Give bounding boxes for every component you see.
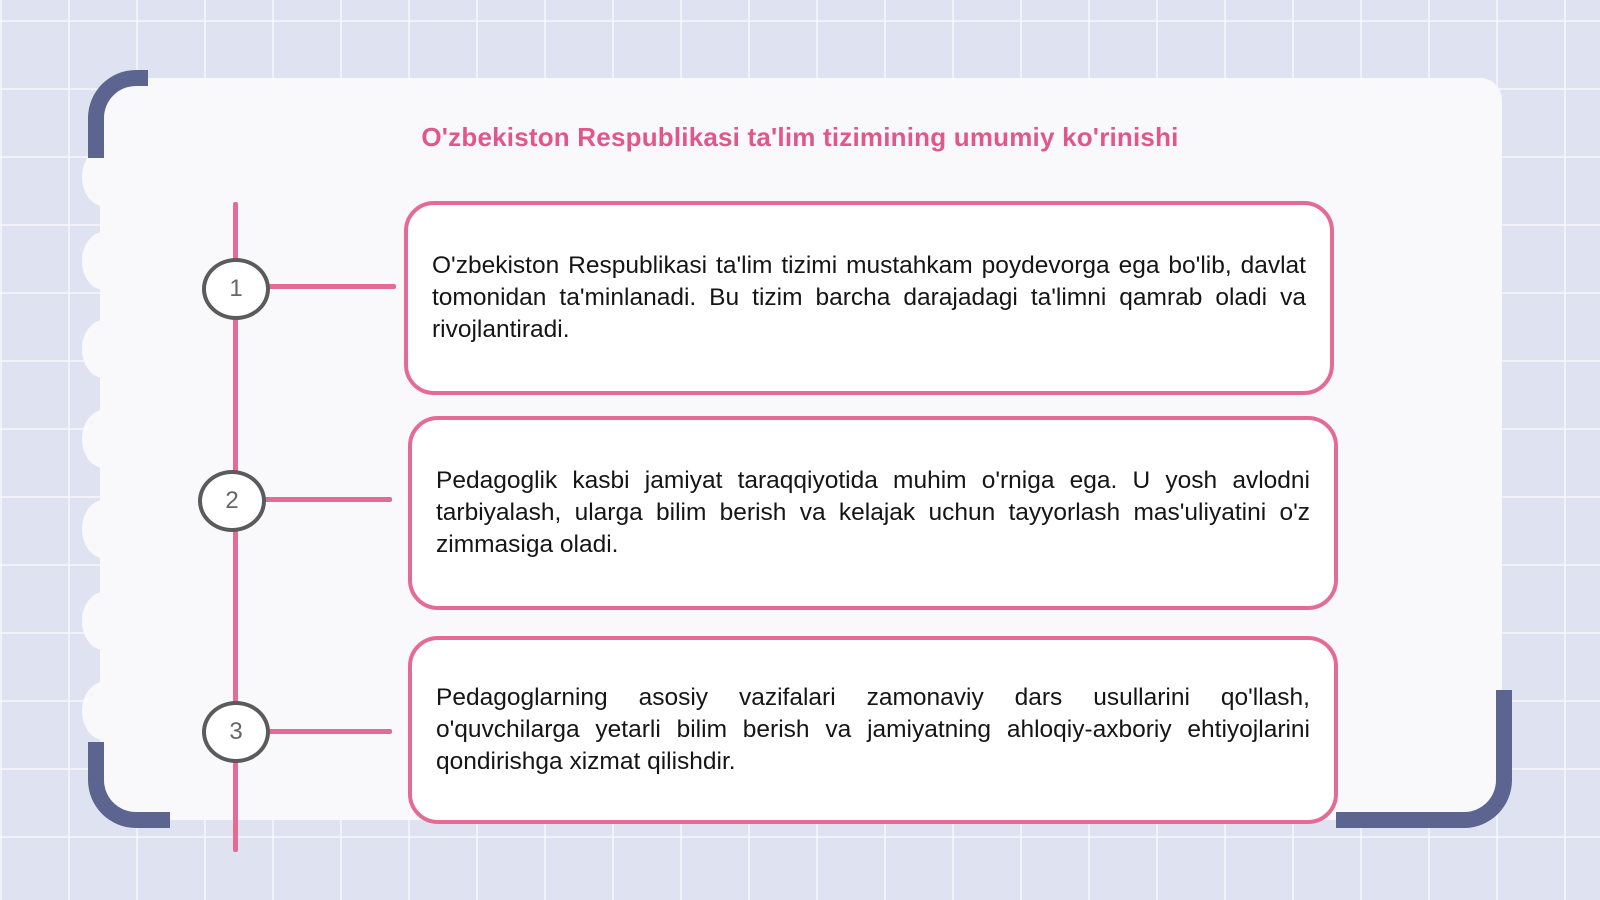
timeline-connector — [266, 729, 392, 734]
timeline-connector — [266, 284, 396, 289]
step-number-3: 3 — [202, 701, 270, 763]
paper-scallop — [82, 682, 126, 740]
timeline-card-3 — [408, 636, 1338, 824]
paper-scallop — [82, 410, 126, 468]
timeline-connector — [262, 497, 392, 502]
frame-corner-top-left — [88, 70, 148, 158]
timeline-card-text: Pedagoglarning asosiy vazifalari zamonaviy dars usullarini qo'llash, o'quvchilarga yetarli bilim berish va jamiyatning ahloqiy-axboriy ehtiyojlarini qondirishga xizmat qilishdir. — [436, 684, 1310, 775]
timeline-card-2 — [408, 416, 1338, 610]
timeline-card-text: O'zbekiston Respublikasi ta'lim tizimi mustahkam poydevorga ega bo'lib, davlat tomonidan ta'minlanadi. Bu tizim barcha darajadagi ta'limni qamrab oladi va rivojlantiradi. — [432, 252, 1306, 343]
paper-scallop — [82, 320, 126, 378]
step-number-2: 2 — [198, 470, 266, 532]
timeline-card-text: Pedagoglik kasbi jamiyat taraqqiyotida muhim o'rniga ega. U yosh avlodni tarbiyalash, ularga bilim berish va kelajak uchun tayyorlash mas'uliyatini o'z zimmasiga oladi. — [436, 467, 1310, 558]
frame-corner-bottom-right — [1336, 690, 1512, 828]
paper-scallop — [82, 592, 126, 650]
timeline-card-1 — [404, 201, 1334, 395]
step-number-1: 1 — [202, 258, 270, 320]
paper-scallop — [82, 500, 126, 558]
slide-title: O'zbekiston Respublikasi ta'lim tizimining umumiy ko'rinishi — [421, 122, 1179, 152]
paper-scallop — [82, 232, 126, 290]
frame-corner-bottom-left — [88, 742, 170, 828]
